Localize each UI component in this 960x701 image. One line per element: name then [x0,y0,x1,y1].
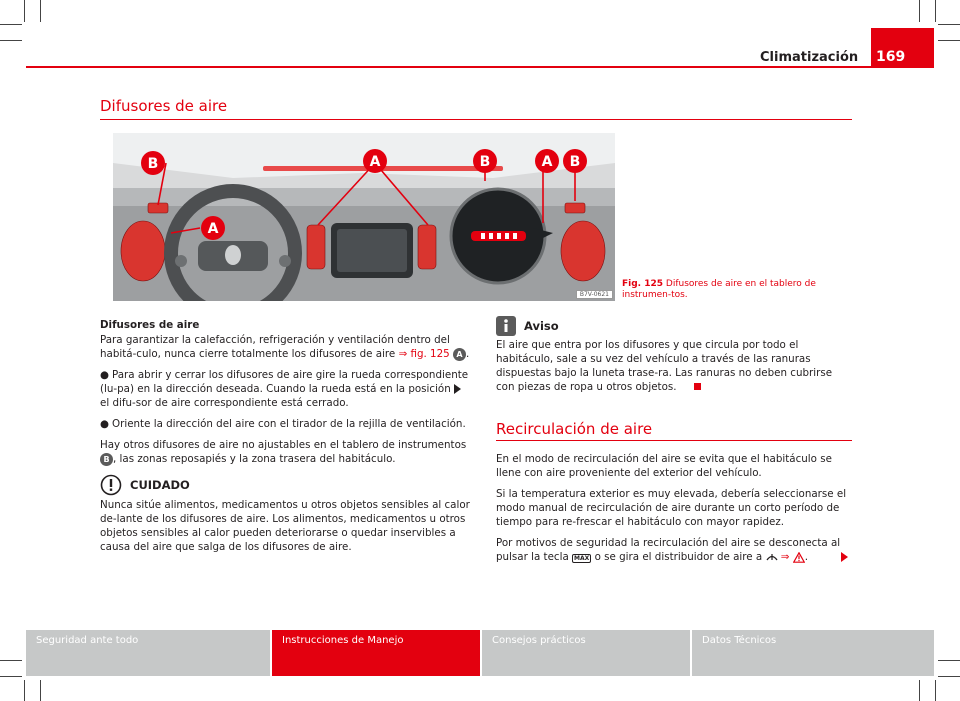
crop-mark [935,680,936,701]
section-title: Recirculación de aire [496,420,653,438]
paragraph-text: Si la temperatura exterior es muy elevada, debería seleccionarse el modo manual de recirculación de aire durante un corto período de tiempo para re-frescar el habitáculo con mayor rapidez. [496,488,847,528]
callout-badge-a: A [453,348,466,361]
footer-tab-safety[interactable]: Seguridad ante todo [26,630,270,676]
figure-reference-link[interactable]: ⇒ fig. 125 [398,348,450,360]
left-column [100,318,472,561]
callout-label: B [569,154,581,170]
section-title: Difusores de aire [100,97,228,115]
callout-badge-b: B [100,453,113,466]
crop-mark [919,680,920,701]
subheading: Difusores de aire [100,319,200,331]
bullet-icon: ● [100,369,109,381]
caution-heading [100,474,472,496]
crop-mark [0,660,22,661]
header-rule [26,66,934,68]
crop-mark [938,24,960,25]
right-column [496,316,852,401]
figure-air-vents [113,133,615,301]
crop-mark [24,680,25,701]
crop-mark [40,0,41,22]
footer-tab-practical-tips[interactable]: Consejos prácticos [482,630,690,676]
max-key-icon: MAX [574,555,590,562]
caution-exclamation-icon [100,474,122,496]
section-rule [496,440,852,441]
caution-text: Nunca sitúe alimentos, medicamentos u otros objetos sensibles al calor de-lante de los difusores de aire. Los alimentos, medicamentos u otros objetos sensibles al calor pueden deteriorarse o quedar inservibles a causa del aire que salga de los difusores de aire. [100,499,470,553]
paragraph-text: , las zonas reposapiés y la zona trasera del habitáculo. [113,453,396,465]
aviso-label: Aviso [524,319,559,333]
figure-caption-text: Difusores de aire en el tablero de instrumen-tos. [622,279,816,300]
callout-label: B [479,154,491,170]
callout-label: B [147,156,159,172]
crop-mark [938,676,960,677]
figure-code: B7V-0621 [576,290,613,299]
bullet-text: Oriente la dirección del aire con el tirador de la rejilla de ventilación. [112,418,466,430]
page-number: 169 [871,28,934,68]
continue-arrow-icon [841,552,848,562]
closed-position-arrow-icon [454,384,461,394]
crop-mark [938,660,960,661]
footer-tab-technical-data[interactable]: Datos Técnicos [692,630,934,676]
paragraph-text: Por motivos de seguridad la recirculación del aire se desconecta al pulsar la tecla [496,537,841,563]
crop-mark [0,676,22,677]
bullet-text: Para abrir y cerrar los difusores de aire gire la rueda correspondiente (lu-pa) en la dirección deseada. Cuando la rueda está en la posición [100,369,469,395]
aviso-text: El aire que entra por los difusores y que circula por todo el habitáculo, sale a su vez del vehículo a través de las ranuras dispuestas bajo la luneta trase-ra. Las ranuras no deben cubrirse con piezas de ropa u otros objetos. [496,339,833,393]
paragraph-text: o se gira el distribuidor de aire a [594,551,763,563]
info-icon [496,316,516,336]
footer-tab-operating-instructions[interactable]: Instrucciones de Manejo [272,630,480,676]
warning-triangle-icon[interactable] [793,552,805,563]
paragraph-text: Hay otros difusores de aire no ajustables en el tablero de instrumentos [100,439,467,451]
right-column-recirculation [496,452,852,573]
callout-label: A [369,154,381,170]
crop-mark [40,680,41,701]
paragraph-text: En el modo de recirculación del aire se evita que el habitáculo se llene con aire proveniente del exterior del vehículo. [496,453,832,479]
air-distribution-icon [766,552,778,562]
callout-label: A [207,221,219,237]
bullet-text: el difu-sor de aire correspondiente está cerrado. [100,397,349,409]
paragraph-text: Para garantizar la calefacción, refrigeración y ventilación dentro del habitá-culo, nunca cierre totalmente los difusores de aire [100,334,450,360]
warning-reference-link[interactable]: ⇒ [780,551,790,563]
crop-mark [24,0,25,22]
crop-mark [938,40,960,41]
crop-mark [0,40,22,41]
callout-label: A [541,154,553,170]
running-header-title: Climatización [760,50,859,65]
caution-label: CUIDADO [130,478,190,492]
bullet-icon: ● [100,418,109,430]
aviso-heading [496,316,852,336]
crop-mark [935,0,936,22]
punctuation: . [465,348,470,360]
section-end-icon [694,383,701,390]
dashboard-illustration [113,133,615,301]
crop-mark [919,0,920,22]
crop-mark [0,24,22,25]
punctuation: . [804,551,808,563]
section-rule [100,119,852,120]
figure-caption [622,279,852,301]
figure-number: Fig. 125 [622,279,664,289]
